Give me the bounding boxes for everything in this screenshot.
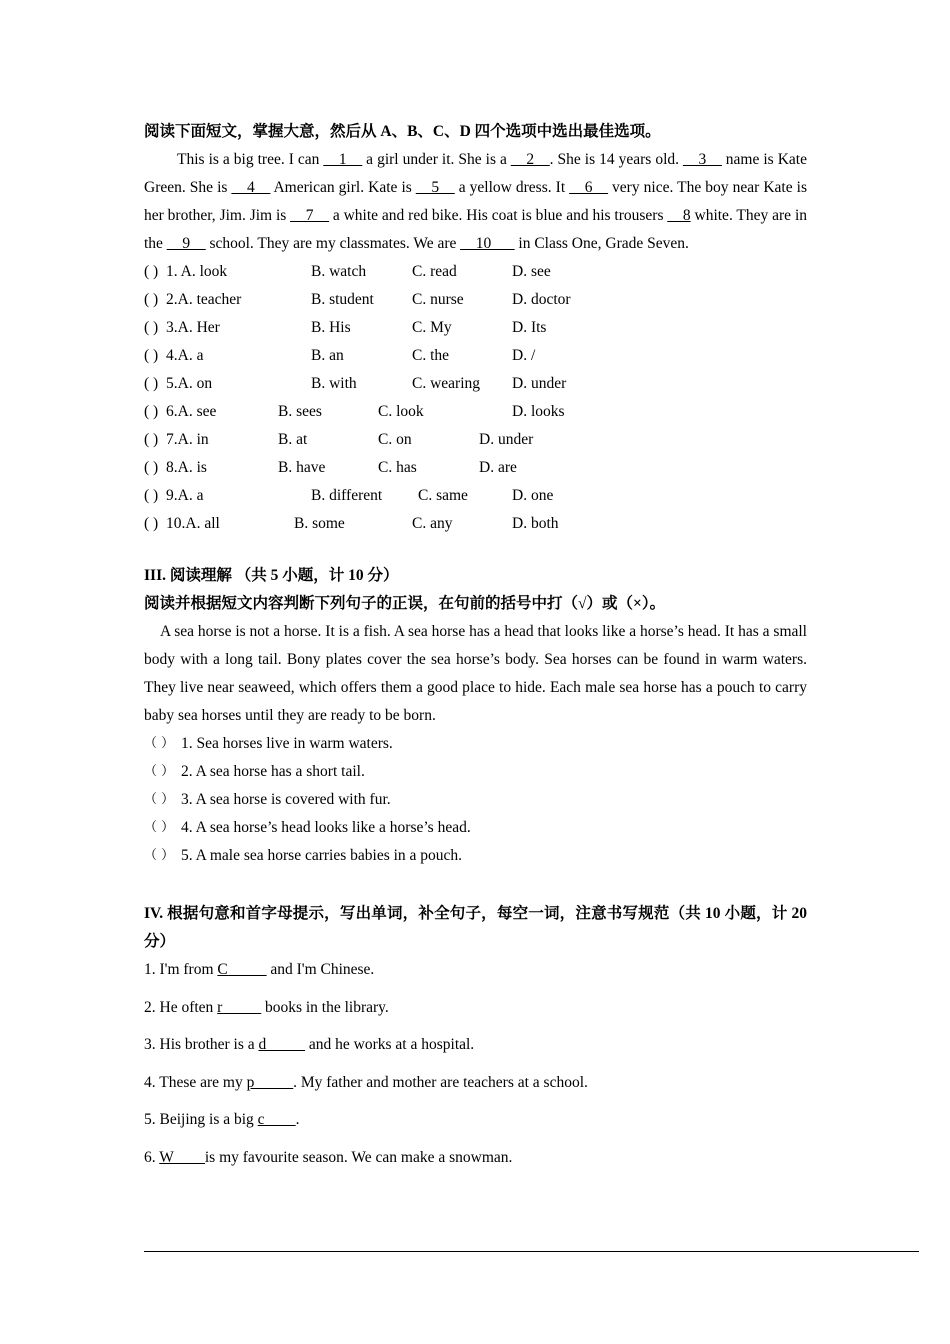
option-d: D. under — [479, 431, 534, 448]
item-text: is my favourite season. We can make a snowman. — [204, 1148, 513, 1166]
statement-text: 3. A sea horse is covered with fur. — [181, 791, 391, 808]
cloze-question-list — [144, 258, 807, 538]
cloze-blank[interactable]: __3__ — [683, 151, 722, 168]
option-b: B. at — [278, 431, 308, 448]
passage-text: . She is 14 years old. — [549, 151, 684, 168]
cloze-instruction: 阅读下面短文，掌握大意，然后从 A、B、C、D 四个选项中选出最佳选项。 — [144, 123, 661, 140]
option-b: B. some — [294, 515, 345, 532]
statement-text: 2. A sea horse has a short tail. — [181, 763, 365, 780]
cloze-question — [144, 286, 807, 314]
option-b: B. different — [311, 487, 383, 504]
word-blank[interactable]: C_____ — [217, 961, 267, 978]
cloze-question — [144, 258, 807, 286]
passage-text: in Class One, Grade Seven. — [514, 235, 689, 252]
option-b: B. His — [311, 319, 351, 336]
passage-text: a white and red bike. His coat is blue and his trousers — [328, 207, 668, 224]
option-c: C. any — [412, 515, 453, 532]
option-d: D. are — [479, 459, 517, 476]
passage-text: very nice. The boy near Kate is her brother, Jim. Jim is — [144, 179, 808, 224]
answer-bracket[interactable]: ( ) — [144, 403, 159, 420]
answer-bracket[interactable]: ( ) — [144, 347, 159, 364]
option-a: 4.A. a — [166, 347, 204, 364]
cloze-blank[interactable]: __7__ — [290, 207, 329, 224]
option-c: C. look — [378, 403, 424, 420]
cloze-blank[interactable]: __2__ — [510, 151, 550, 168]
item-text: 3. His brother is a — [144, 1036, 259, 1053]
option-a: 5.A. on — [166, 375, 213, 392]
reading-section-title: 阅读理解 （共 5 小题，计 10 分） — [165, 567, 399, 584]
item-text: . My father and mother are teachers at a school. — [293, 1073, 588, 1091]
fill-section-number: IV. — [144, 905, 164, 922]
cloze-question — [144, 510, 807, 538]
item-text: 1. I'm from — [144, 961, 218, 978]
item-text: 2. He often — [144, 998, 218, 1016]
option-d: D. / — [512, 347, 536, 364]
cloze-blank[interactable]: __8 — [667, 207, 691, 224]
cloze-question — [144, 370, 807, 398]
fill-section-title: 根据句意和首字母提示，写出单词，补全句子，每空一词，注意书写规范（共 10 小题，计 20 分） — [144, 905, 807, 950]
option-b: B. sees — [278, 403, 322, 420]
option-c: C. My — [412, 319, 452, 336]
reading-item-list — [144, 730, 807, 870]
reading-section-heading — [144, 562, 807, 590]
option-a: 2.A. teacher — [166, 291, 242, 308]
fill-in-item — [144, 994, 807, 1032]
word-blank[interactable]: W____ — [159, 1148, 205, 1166]
true-false-item — [144, 730, 807, 758]
passage-text: name is Kate Green. She is — [144, 151, 807, 196]
word-blank[interactable]: d_____ — [258, 1036, 306, 1053]
answer-bracket[interactable]: （ ） — [144, 736, 175, 751]
option-d: D. doctor — [512, 291, 571, 308]
cloze-passage — [144, 146, 807, 258]
option-c: C. nurse — [412, 291, 464, 308]
fill-item-list — [144, 956, 807, 1181]
answer-bracket[interactable]: ( ) — [144, 375, 159, 392]
cloze-question — [144, 342, 807, 370]
cloze-blank[interactable]: __1__ — [323, 151, 363, 168]
fill-in-item — [144, 956, 807, 994]
option-d: D. looks — [512, 403, 565, 420]
item-text: books in the library. — [261, 998, 389, 1016]
item-text: . — [295, 1111, 300, 1128]
passage-text: This is a big tree. I can — [177, 151, 324, 168]
answer-bracket[interactable]: （ ） — [144, 764, 175, 779]
option-b: B. student — [311, 291, 374, 308]
option-a: 10.A. all — [166, 515, 220, 532]
item-text: and I'm Chinese. — [266, 961, 375, 978]
passage-text: white. They are in the — [144, 207, 808, 252]
fill-section-heading — [144, 900, 807, 956]
cloze-blank[interactable]: __4__ — [231, 179, 271, 196]
word-blank[interactable]: c____ — [257, 1111, 296, 1128]
true-false-item — [144, 814, 807, 842]
option-d: D. under — [512, 375, 567, 392]
option-a: 9.A. a — [166, 487, 204, 504]
passage-text: school. They are my classmates. We are — [205, 235, 461, 252]
cloze-question — [144, 398, 807, 426]
answer-bracket[interactable]: ( ) — [144, 431, 159, 448]
cloze-blank[interactable]: __9__ — [166, 235, 206, 252]
option-a: 6.A. see — [166, 403, 217, 420]
answer-bracket[interactable]: ( ) — [144, 459, 159, 476]
reading-instruction: 阅读并根据短文内容判断下列句子的正误，在句前的括号中打（√）或（×）。 — [144, 595, 666, 612]
option-a: 1. A. look — [166, 263, 228, 280]
item-text: 4. These are my — [144, 1073, 247, 1091]
passage-text: a girl under it. She is a — [362, 151, 511, 168]
option-d: D. see — [512, 263, 551, 280]
answer-bracket[interactable]: （ ） — [144, 848, 175, 863]
cloze-question — [144, 426, 807, 454]
option-c: C. same — [418, 487, 468, 504]
option-d: D. both — [512, 515, 559, 532]
answer-bracket[interactable]: ( ) — [144, 263, 159, 280]
fill-in-item — [144, 1069, 807, 1107]
cloze-question — [144, 314, 807, 342]
fill-in-item — [144, 1106, 807, 1144]
option-b: B. with — [311, 375, 357, 392]
option-b: B. watch — [311, 263, 367, 280]
fill-in-item — [144, 1144, 807, 1182]
answer-bracket[interactable]: ( ) — [144, 291, 159, 308]
option-c: C. wearing — [412, 375, 481, 392]
item-text: 6. — [144, 1148, 160, 1166]
option-a: 3.A. Her — [166, 319, 220, 336]
cloze-blank[interactable]: __5__ — [415, 179, 455, 196]
item-text: and he works at a hospital. — [305, 1036, 475, 1053]
passage-text: a yellow dress. It — [454, 179, 570, 196]
option-a: 8.A. is — [166, 459, 207, 476]
answer-bracket[interactable]: （ ） — [144, 792, 175, 807]
passage-text: American girl. Kate is — [270, 179, 416, 196]
answer-bracket[interactable]: （ ） — [144, 820, 175, 835]
cloze-question — [144, 482, 807, 510]
reading-passage: A sea horse is not a horse. It is a fish. A sea horse has a head that looks like a horse’s head. It has a small body with a long tail. Bony plates cover the sea horse’s body. Sea horses can be found in warm waters. They live near seaweed, which offers them a good place to hide. Each male sea horse has a pouch to carry baby sea horses until they are ready to be born. — [144, 623, 807, 724]
statement-text: 1. Sea horses live in warm waters. — [181, 735, 393, 752]
reading-section-number: III. — [144, 567, 166, 584]
true-false-item — [144, 786, 807, 814]
page-content — [144, 118, 807, 1181]
true-false-item — [144, 842, 807, 870]
option-c: C. on — [378, 431, 412, 448]
true-false-item — [144, 758, 807, 786]
statement-text: 4. A sea horse’s head looks like a horse’s head. — [181, 819, 471, 836]
word-blank[interactable]: p_____ — [246, 1073, 294, 1091]
option-b: B. an — [311, 347, 344, 364]
answer-bracket[interactable]: ( ) — [144, 487, 159, 504]
answer-bracket[interactable]: ( ) — [144, 515, 159, 532]
option-b: B. have — [278, 459, 326, 476]
option-c: C. read — [412, 263, 457, 280]
option-a: 7.A. in — [166, 431, 209, 448]
footer-rule — [144, 1251, 919, 1252]
fill-in-item — [144, 1031, 807, 1069]
cloze-question — [144, 454, 807, 482]
item-text: 5. Beijing is a big — [144, 1111, 258, 1128]
statement-text: 5. A male sea horse carries babies in a pouch. — [181, 847, 463, 864]
option-c: C. has — [378, 459, 417, 476]
word-blank[interactable]: r_____ — [217, 998, 262, 1016]
option-d: D. one — [512, 487, 554, 504]
option-c: C. the — [412, 347, 450, 364]
option-d: D. Its — [512, 319, 547, 336]
cloze-blank[interactable]: __10___ — [460, 235, 515, 252]
answer-bracket[interactable]: ( ) — [144, 319, 159, 336]
cloze-blank[interactable]: __6__ — [569, 179, 608, 196]
